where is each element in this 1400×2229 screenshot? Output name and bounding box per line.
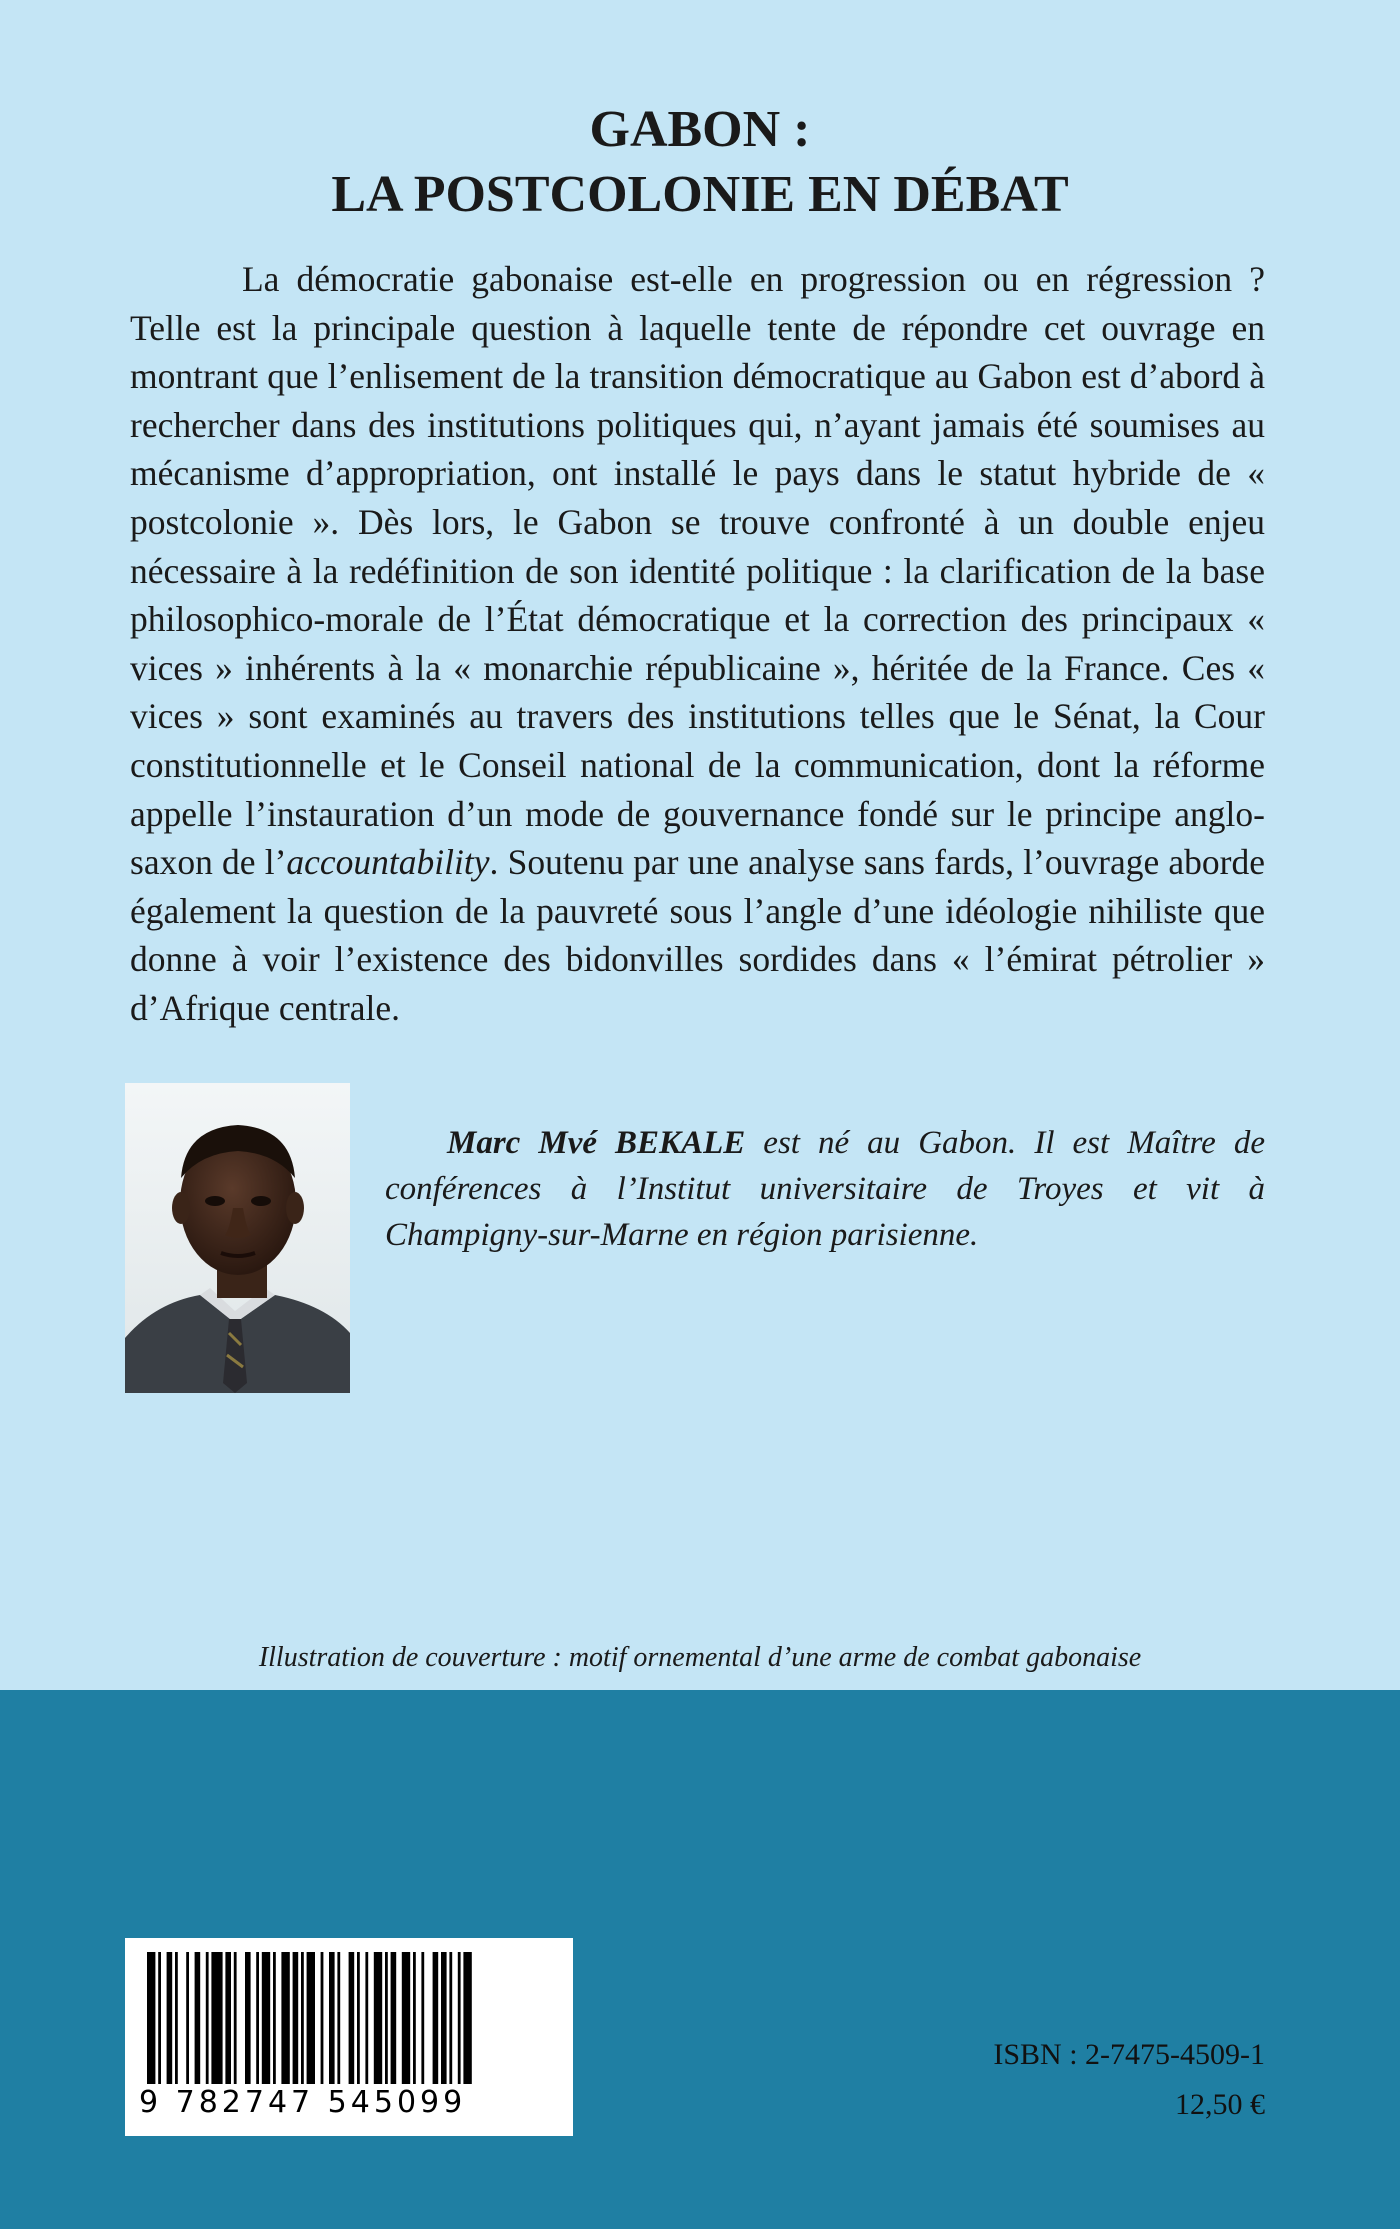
barcode-bar [281,1952,289,2092]
barcode-bar [234,1952,237,2092]
summary-italic-term: accountability [286,842,490,883]
barcode-bar [175,1952,178,2092]
barcode-bar [441,1952,447,2092]
barcode-bar [167,1952,173,2092]
barcode-bar [337,1952,340,2092]
author-bio [385,1120,1265,1258]
barcode-bar [357,1952,360,2092]
book-title-line-1: GABON : [589,101,811,158]
barcode-number: 9 782747 545099 [125,2084,573,2122]
isbn: ISBN : 2-7475-4509-1 [993,2038,1265,2071]
author-bio-text: est né au Gabon. Il est Maître de conférences à l’Institut universitaire de Troyes et vit à Champigny-sur-Marne en région parisienne. [385,1125,1265,1253]
barcode-bar [413,1952,416,2092]
barcode-bar [329,1952,335,2092]
barcode-bar [256,1952,259,2092]
barcode-bar [349,1952,355,2092]
price: 12,50 € [1175,2088,1265,2121]
barcode-bar [402,1952,410,2092]
barcode-bar [374,1952,382,2092]
barcode-bar [211,1952,222,2092]
summary-text-part-1: La démocratie gabonaise est-elle en progression ou en régression ? Telle est la principale question à laquelle tente de répondre cet ouvrage en montrant que l’enlisement de la transition démocratique au Gabon est d’abord à rechercher dans des institutions politiques qui, n’ayant jamais été soumises au mécanisme d’appropriation, ont installé le pays dans le statut hybride de « postcolonie ». Dès lors, le Gabon se trouve confronté à un double enjeu nécessaire à la redéfinition de son identité politique : la clarification de la base philosophico-morale de l’État démocratique et la correction des principaux « vices » inhérents à la « monarchie républicaine », héritée de la France. Ces « vices » sont examinés au travers des institutions telles que le Sénat, la Cour constitutionnelle et le Conseil national de la communication, dont la réforme appelle l’instauration d’un mode de gouvernance fondé sur le principe anglo-saxon de l’ [130,259,1265,883]
barcode-bar [307,1952,315,2092]
barcode-bar [421,1952,424,2092]
book-title-line-2: LA POSTCOLONIE EN DÉBAT [331,166,1069,223]
barcode-bar [195,1952,201,2092]
author-name: Marc Mvé BEKALE [447,1125,746,1161]
barcode-bar [245,1952,251,2092]
barcode-bar [262,1952,270,2092]
barcode-bar [433,1952,439,2092]
barcode-bar [225,1952,231,2092]
barcode-bar [293,1952,299,2092]
book-summary [130,255,1265,1033]
barcode-bar [206,1952,209,2092]
barcode [125,1938,573,2136]
barcode-bar [385,1952,388,2092]
barcode-bar [391,1952,397,2092]
barcode-bar [449,1952,452,2092]
summary-text-part-2: . Soutenu par une analyse sans fards, l’ouvrage aborde également la question de la pauvreté sous l’angle d’une idéologie nihiliste que donne à voir l’existence des bidonvilles sordides dans « l’émirat pétrolier » d’Afrique centrale. [130,842,1265,1028]
barcode-bar [186,1952,189,2092]
barcode-bar [273,1952,276,2092]
barcode-bar [301,1952,304,2092]
cover-illustration-caption: Illustration de couverture : motif ornemental d’une arme de combat gabonaise [258,1642,1142,1673]
author-photo [125,1083,350,1393]
barcode-bar [365,1952,368,2092]
barcode-bar [321,1952,324,2092]
